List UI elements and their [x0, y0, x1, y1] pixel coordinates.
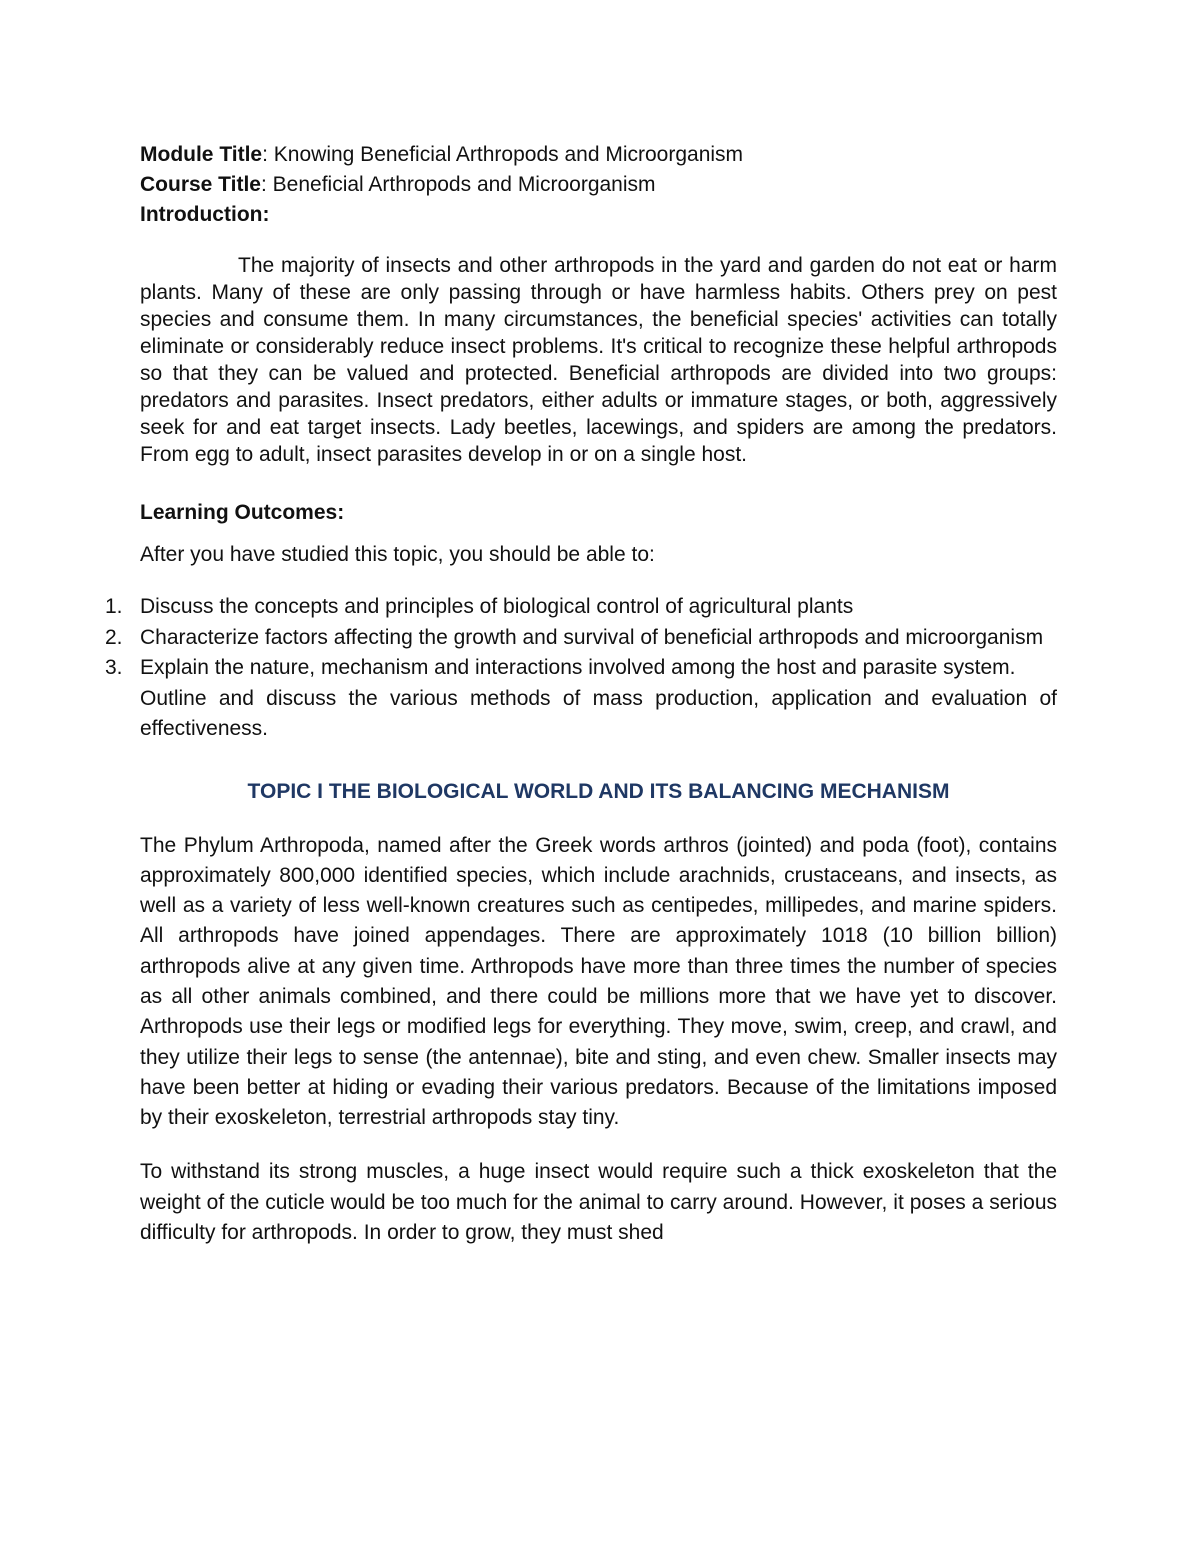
course-title-label: Course Title: [140, 173, 261, 196]
topic-heading: TOPIC I THE BIOLOGICAL WORLD AND ITS BALANCING MECHANISM: [247, 779, 950, 803]
outcome-item: [105, 623, 1057, 654]
outcome-number: 3.: [105, 656, 123, 679]
learning-outcomes-lead: After you have studied this topic, you should be able to:: [140, 543, 655, 566]
outcome-text: Explain the nature, mechanism and interactions involved among the host and parasite system.: [140, 656, 1016, 679]
outcome-text: Discuss the concepts and principles of biological control of agricultural plants: [140, 595, 854, 618]
outcome-text: Outline and discuss the various methods of mass production, application and evaluation of effectiveness.: [140, 686, 1057, 740]
course-title-value: : Beneficial Arthropods and Microorganism: [260, 173, 656, 196]
module-title-line: [140, 140, 1057, 170]
outcome-item: [140, 684, 1057, 745]
course-title-line: [140, 170, 1057, 200]
module-title-label: Module Title: [140, 143, 263, 166]
outcome-item: [105, 653, 1057, 684]
outcome-item: [105, 592, 1057, 623]
introduction-label: Introduction:: [140, 203, 270, 226]
learning-outcomes-list: [105, 592, 1057, 745]
learning-outcomes-heading: Learning Outcomes:: [140, 501, 345, 524]
topic-paragraph: The Phylum Arthropoda, named after the Greek words arthros (jointed) and poda (foot), contains approximately 800,000 identified species, which include arachnids, crustaceans, and insects, as well as a variety of less well-known creatures such as centipedes, millipedes, and marine spiders. All arthropods have joined appendages. There are approximately 1018 (10 billion billion) arthropods alive at any given time. Arthropods have more than three times the number of species as all other animals combined, and there could be millions more that we have yet to discover. Arthropods use their legs or modified legs for everything. They move, swim, creep, and crawl, and they utilize their legs to sense (the antennae), bite and sting, and even chew. Smaller insects may have been better at hiding or evading their various predators. Because of the limitations imposed by their exoskeleton, terrestrial arthropods stay tiny.: [140, 833, 1057, 1130]
introduction-paragraph: The majority of insects and other arthropods in the yard and garden do not eat or harm plants. Many of these are only passing through or have harmless habits. Others prey on pest species and consume them. In many circumstances, the beneficial species' activities can totally eliminate or considerably reduce insect problems. It's critical to recognize these helpful arthropods so that they can be valued and protected. Beneficial arthropods are divided into two groups: predators and parasites. Insect predators, either adults or immature stages, or both, aggressively seek for and eat target insects. Lady beetles, lacewings, and spiders are among the predators. From egg to adult, insect parasites develop in or on a single host.: [140, 254, 1057, 466]
module-title-value: : Knowing Beneficial Arthropods and Microorganism: [262, 143, 744, 166]
outcome-number: 1.: [105, 595, 123, 618]
outcome-number: 2.: [105, 625, 123, 649]
document-page: [105, 140, 1057, 1248]
topic-paragraph: To withstand its strong muscles, a huge insect would require such a thick exoskeleton that the weight of the cuticle would be too much for the animal to carry around. However, it poses a serious difficulty for arthropods. In order to grow, they must shed: [140, 1160, 1057, 1245]
outcome-text: Characterize factors affecting the growth and survival of beneficial arthropods and microorganism: [140, 625, 1044, 649]
